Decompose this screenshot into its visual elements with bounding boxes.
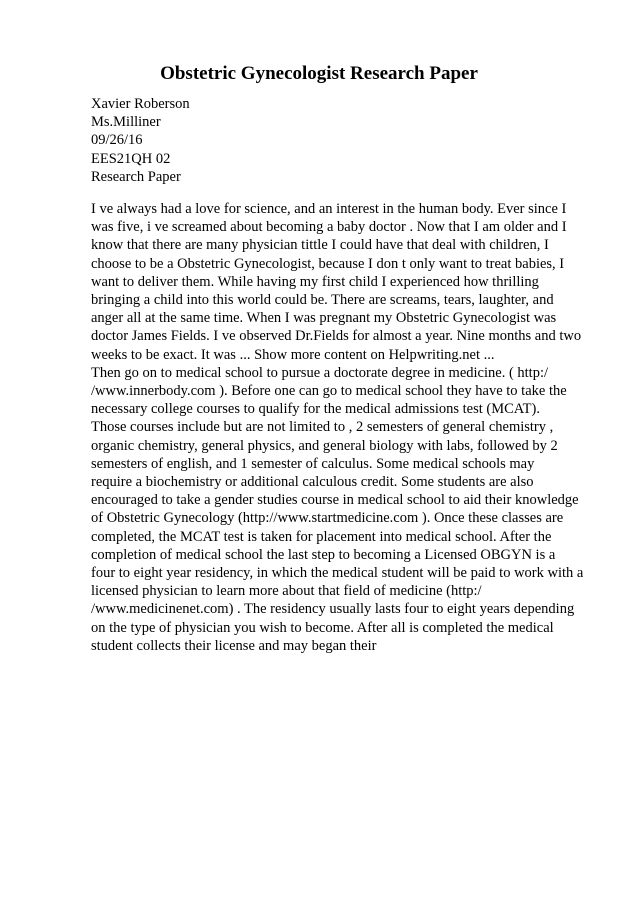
body-line: bringing a child into this world could be. There are screams, tears, laughter, and: [91, 292, 554, 309]
body-line: student collects their license and may began their: [91, 637, 377, 654]
body-line: doctor James Fields. I ve observed Dr.Fields for almost a year. Nine months and two: [91, 328, 582, 345]
body-line: /www.innerbody.com ). Before one can go to medical school they have to take the: [91, 383, 567, 400]
body-line: I ve always had a love for science, and an interest in the human body. Ever since I: [91, 201, 567, 217]
teacher-name: Ms.Milliner: [91, 114, 161, 131]
body-line: was five, i ve screamed about becoming a baby doctor . Now that I am older and I: [91, 219, 567, 236]
body-line: Those courses include but are not limited to , 2 semesters of general chemistry ,: [91, 419, 554, 436]
body-line: weeks to be exact. It was ... Show more content on Helpwriting.net ...: [91, 346, 495, 363]
body-line: organic chemistry, general physics, and general biology with labs, followed by 2: [91, 437, 558, 454]
body-line: encouraged to take a gender studies course in medical school to aid their knowledge: [91, 492, 579, 509]
body-line: require a biochemistry or additional calculous credit. Some students are also: [91, 474, 534, 491]
body-line: semesters of english, and 1 semester of calculus. Some medical schools may: [91, 455, 535, 472]
body-line: four to eight year residency, in which the medical student will be paid to work with a: [91, 565, 584, 582]
body-line: of Obstetric Gynecology (http://www.startmedicine.com ). Once these classes are: [91, 510, 564, 527]
body-line: necessary college courses to qualify for the medical admissions test (MCAT).: [91, 401, 540, 418]
body-line: choose to be a Obstetric Gynecologist, because I don t only want to treat babies, I: [91, 255, 565, 272]
body-line: want to deliver them. While having my first child I experienced how thrilling: [91, 273, 539, 290]
document-body: [91, 200, 591, 655]
body-line: /www.medicinenet.com) . The residency usually lasts four to eight years depending: [91, 601, 575, 618]
document-type: Research Paper: [91, 168, 181, 185]
author-name: Xavier Roberson: [91, 96, 190, 112]
course-code: EES21QH 02: [91, 150, 171, 167]
body-line: know that there are many physician tittle I could have that deal with children, I: [91, 237, 549, 254]
body-line: licensed physician to learn more about that field of medicine (http:/: [91, 583, 482, 600]
body-line: completion of medical school the last step to becoming a Licensed OBGYN is a: [91, 546, 556, 563]
body-line: on the type of physician you wish to become. After all is completed the medical: [91, 619, 554, 636]
document-title: Obstetric Gynecologist Research Paper: [160, 63, 478, 84]
body-line: Then go on to medical school to pursue a doctorate degree in medicine. ( http:/: [91, 364, 549, 381]
body-line: anger all at the same time. When I was pregnant my Obstetric Gynecologist was: [91, 310, 557, 327]
body-line: completed, the MCAT test is taken for placement into medical school. After the: [91, 528, 552, 545]
document-date: 09/26/16: [91, 132, 143, 149]
document-header: [91, 95, 190, 186]
